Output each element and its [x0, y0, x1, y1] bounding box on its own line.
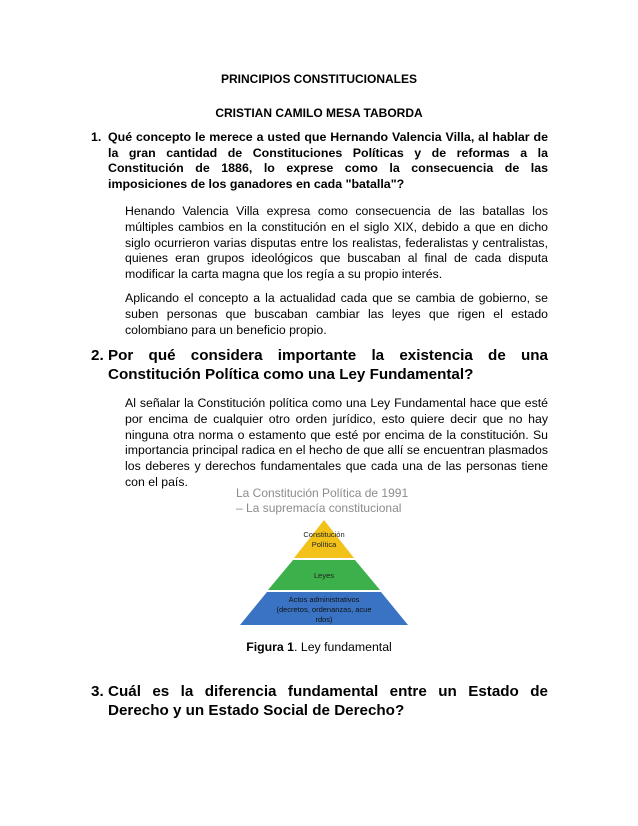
question-text: Qué concepto le merece a usted que Hernando Valencia Villa, al hablar de la gran cantidad de Constituciones Políticas y de reformas a la Constitución de 1886, lo exprese como la consecuencia de las imposiciones de los ganadores en cada "batalla"?: [108, 130, 548, 191]
question-text: Cuál es la diferencia fundamental entre un Estado de Derecho y un Estado Social de Derecho?: [108, 683, 548, 719]
author-name: CRISTIAN CAMILO MESA TABORDA: [215, 106, 423, 120]
level-label: Actos administrativos: [288, 595, 360, 604]
question-number: 1.: [91, 130, 102, 144]
level-label: (decretos, ordenanzas, acue: [276, 605, 372, 614]
question-3: [91, 682, 548, 720]
answer-paragraph: Al señalar la Constitución política como una Ley Fundamental hace que esté por encima de cualquier otro orden jurídico, esto quiere decir que no hay ninguna otra norma o estamento que esté por encima de la constitución. Su importancia principal radica en el hecho de que allí se encuentran plasmados los deberes y derechos fundamentales que cada una de las personas tiene con el país.: [125, 396, 548, 489]
document-title: PRINCIPIOS CONSTITUCIONALES: [220, 72, 417, 86]
pyramid-level-constitution: [294, 520, 354, 558]
answer-paragraph: Henando Valencia Villa expresa como consecuencia de las batallas los múltiples cambios en la constitución en el siglo XIX, debido a que en dicho siglo ocurrieron varias disputas entre los realistas, federalistas y centralistas, quienes eran grupos ideológicos que buscaban al final de cada disputa modificar la carta magna que los regía a su propio interés.: [125, 204, 548, 282]
answer-paragraph: Aplicando el concepto a la actualidad cada que se cambia de gobierno, se suben personas que buscaban cambiar las leyes que rigen el estado colombiano para un beneficio propio.: [125, 291, 548, 337]
figure-title-line-2: – La supremacía constitucional: [236, 501, 402, 515]
caption-text: . Ley fundamental: [294, 640, 392, 654]
level-label: rdos): [315, 615, 333, 624]
question-number: 3.: [91, 683, 104, 700]
figure-title-line-1: La Constitución Política de 1991: [236, 486, 409, 500]
question-2: [91, 346, 548, 384]
caption-label: Figura 1: [246, 640, 295, 654]
figure-caption: [0, 640, 638, 654]
level-label: Política: [311, 540, 337, 549]
level-label: Leyes: [313, 571, 335, 580]
question-number: 2.: [91, 347, 104, 364]
question-text: Por qué considera importante la existencia de una Constitución Política como una Ley Fundamental?: [108, 347, 548, 383]
question-1: [91, 130, 548, 192]
level-label: Constitución: [303, 530, 345, 539]
pyramid-figure: [234, 485, 414, 630]
